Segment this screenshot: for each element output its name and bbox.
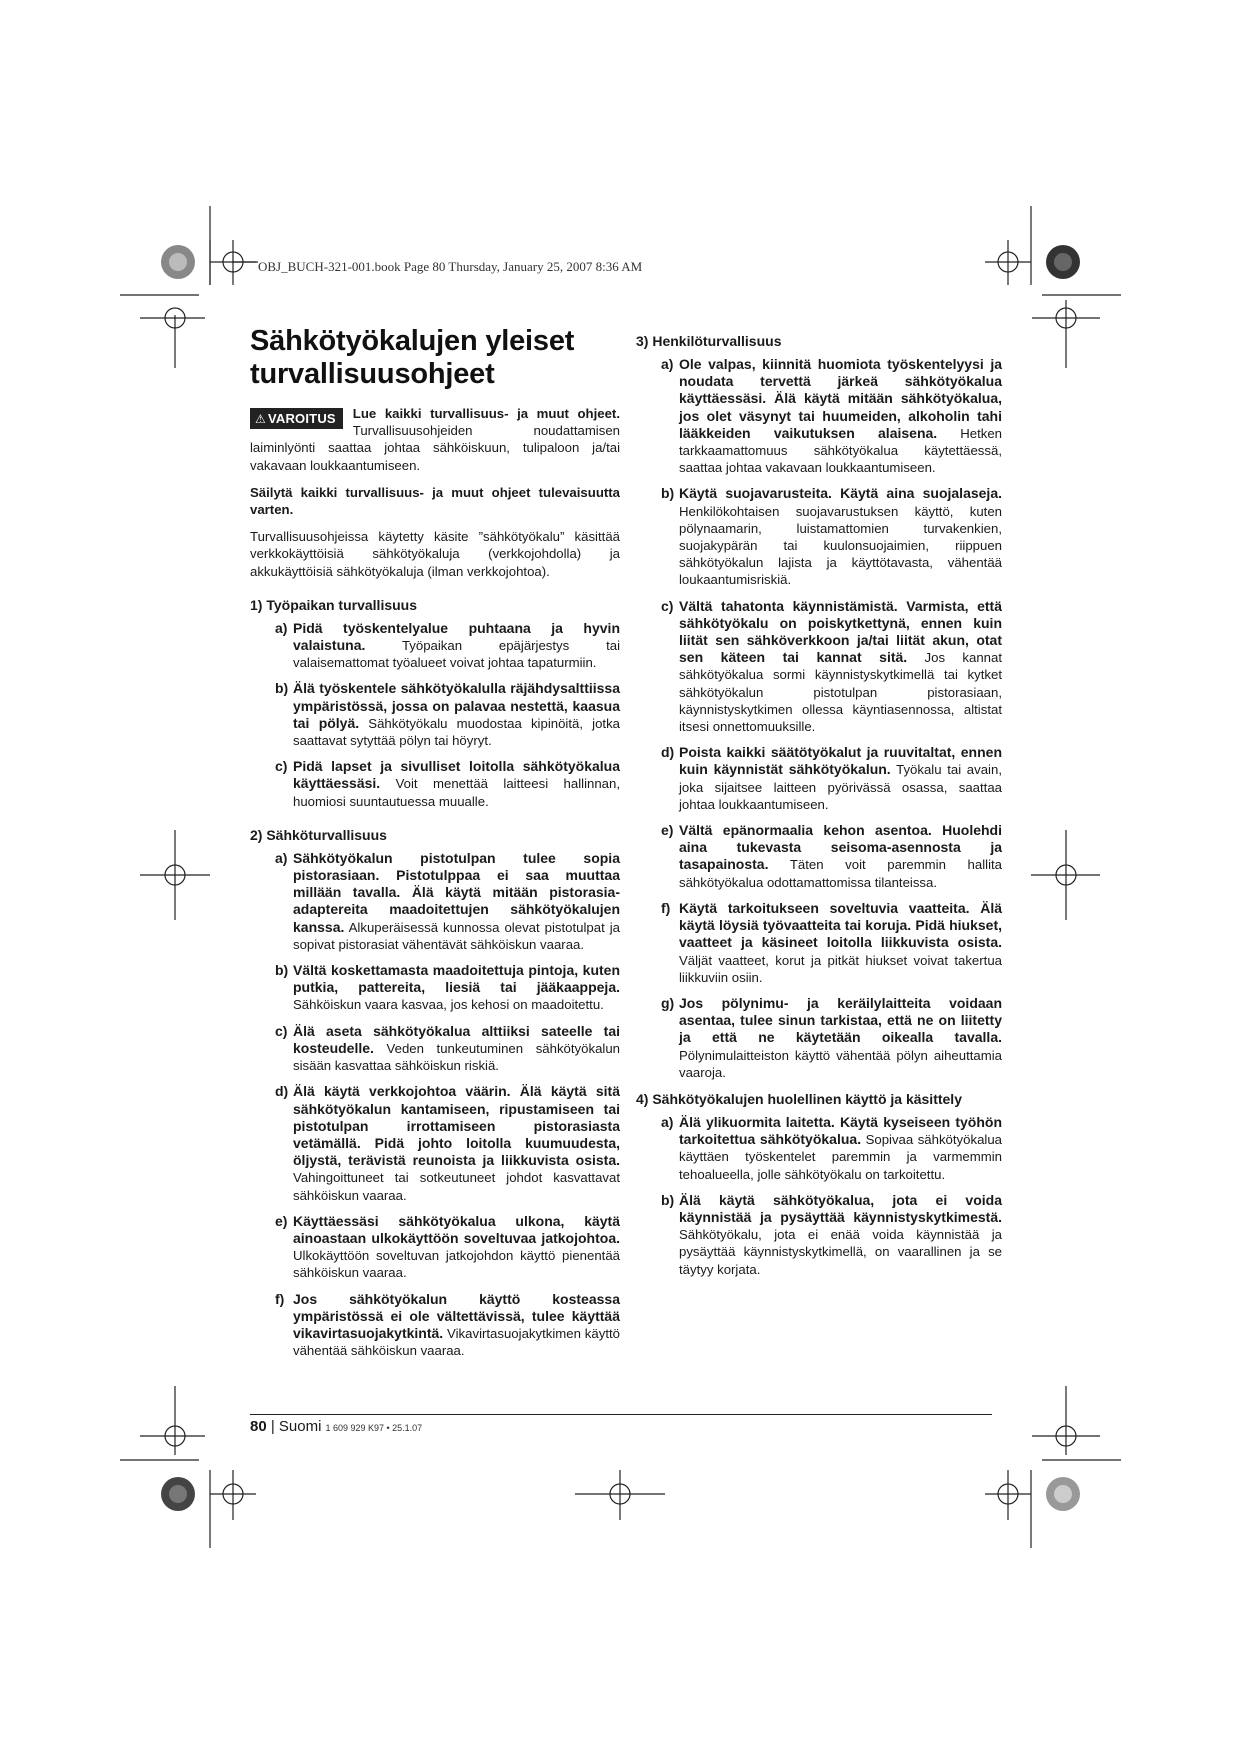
page-number: 80 [250, 1418, 267, 1435]
item-bold: Käytä suojavarusteita. Käytä aina suojalaseja. [679, 485, 1002, 502]
item-text [679, 1192, 1002, 1278]
item-label: f) [661, 899, 671, 916]
list-item [275, 620, 620, 672]
item-body: Työpaikan epäjärjestys tai valaisemattomat työalueet voivat johtaa tapaturmiin. [293, 638, 620, 671]
warning-bold: Lue kaikki turvallisuus- ja muut ohjeet. [352, 406, 620, 421]
item-label: d) [275, 1083, 289, 1100]
item-text [679, 485, 1002, 588]
item-body: Henkilökohtaisen suojavarustuksen käyttö, kuten pölynaamarin, luistamattomien turvakenkien, suojakypärän tai kuulonsuojaimien, riippuen sähkötyökalun lajista ja käyttötavasta, vähentää loukaantumisriskiä. [679, 503, 1002, 588]
item-label: a) [661, 356, 674, 372]
section-heading: 2) Sähköturvallisuus [250, 826, 387, 843]
list-item [275, 1023, 620, 1075]
section-heading: 1) Työpaikan turvallisuus [250, 596, 418, 613]
item-body: Hetken tarkkaamattomuus sähkötyökalua käytettäessä, saattaa johtaa vakavaan loukkaantumiseen. [679, 425, 1002, 476]
item-text [293, 850, 620, 953]
list-item [661, 900, 1002, 986]
item-bold: Sähkötyökalun pistotulpan tulee sopia pistorasiaan. Pistotulppaa ei saa muuttaa millään tavalla. Älä käytä mitään pistorasia-adaptereita maadoitettujen sähkötyökalujen kanssa. [293, 849, 620, 935]
item-bold: Pidä lapset ja sivulliset loitolla sähkötyökalua käyttäessäsi. [293, 758, 620, 792]
warning-block [250, 405, 620, 474]
item-bold: Pidä työskentelyalue puhtaana ja hyvin valaistuna. [293, 619, 620, 654]
item-bold: Älä ylikuormita laitetta. Käytä kyseiseen työhön tarkoitettua sähkötyökalua. [679, 1113, 1002, 1148]
item-text [679, 900, 1002, 986]
footer-separator: | [266, 1418, 279, 1435]
item-body: Sopivaa sähkötyökalua käyttäen työskentelet paremmin ja varmemmin tehoalueella, jolle sähkötyökalu on tarkoitettu. [679, 1132, 1003, 1182]
item-label: g) [661, 994, 675, 1011]
item-body: Väljät vaatteet, korut ja pitkät hiukset voivat takertua liikkuviin osiin. [679, 952, 1002, 985]
item-bold: Poista kaikki säätötyökalut ja ruuvitaltat, ennen kuin käynnistät sähkötyökalun. [679, 744, 1002, 778]
item-bold: Vältä koskettamasta maadoitettuja pintoja, kuten putkia, pattereita, liesiä tai jääkaappeja. [293, 962, 620, 996]
item-bold: Älä käytä sähkötyökalua, jota ei voida käynnistää ja pysäyttää käynnistyskytkimestä. [679, 1191, 1002, 1225]
list-item [661, 356, 1002, 476]
item-body: Sähkötyökalu, jota ei enää voida käynnistää ja pysäyttää käynnistyskytkimellä, on vaarallinen ja se täytyy korjata. [679, 1227, 1002, 1277]
list-item [275, 962, 620, 1014]
list-item [661, 485, 1002, 588]
item-bold: Vältä epänormaalia kehon asentoa. Huolehdi aina tukevasta seisoma-asennosta ja tasapainosta. [679, 822, 1002, 873]
item-label: c) [661, 597, 674, 614]
section-heading: 3) Henkilöturvallisuus [636, 333, 782, 349]
item-body: Työkalu tai avain, joka sijaitsee laitteen pyörivässä osassa, saattaa johtaa loukkaantumiseen. [679, 762, 1002, 812]
list-item [275, 850, 620, 953]
warning-text: Turvallisuusohjeiden noudattamisen laiminlyönti saattaa johtaa sähköiskuun, tulipaloon ja/tai vakavaan loukkaantumiseen. [250, 423, 620, 473]
item-body: Ulkokäyttöön soveltuvan jatkojohdon käyttö pienentää sähköiskun vaaraa. [293, 1248, 620, 1281]
item-body: Vikavirtasuojakytkimen käyttö vähentää sähköiskun vaaraa. [293, 1325, 620, 1359]
item-text [293, 1023, 620, 1075]
keep-instructions: Säilytä kaikki turvallisuus- ja muut ohjeet tulevaisuutta varten. [250, 484, 620, 518]
registration-fan-tl [161, 245, 195, 279]
right-column [636, 332, 1002, 1287]
warning-triangle-icon: ⚠ [255, 412, 266, 426]
item-text [293, 1291, 620, 1360]
item-label: c) [275, 1022, 288, 1039]
list-item [275, 758, 620, 810]
item-text [293, 1083, 620, 1203]
item-label: a) [661, 1113, 674, 1130]
definition-paragraph: Turvallisuusohjeissa käytetty käsite ”sähkötyökalu” käsittää verkkokäyttöisiä sähkötyökaluja (verkkojohdolla) ja akkukäyttöisiä sähkötyökaluja (ilman verkkojohtoa). [250, 529, 620, 579]
item-body: Pölynimulaitteiston käyttö vähentää pölyn aiheuttamia vaaroja. [679, 1047, 1002, 1080]
item-label: b) [661, 485, 675, 502]
section-3 [636, 332, 1002, 1081]
item-body: Voit menettää laitteesi hallinnan, huomiosi suuntautuessa muualle. [293, 776, 620, 809]
item-text [679, 1114, 1002, 1183]
item-text [293, 962, 620, 1014]
item-bold: Älä aseta sähkötyökalua alttiiksi sateelle tai kosteudelle. [293, 1022, 620, 1056]
item-label: b) [661, 1191, 675, 1208]
list-item [275, 1213, 620, 1282]
item-text [293, 620, 620, 672]
item-label: b) [275, 680, 289, 697]
sections-left [250, 596, 620, 1360]
item-bold: Jos pölynimu- ja keräilylaitteita voidaan asentaa, tulee sinun tarkistaa, että ne on liitetty ja että ne käytetään oikealla tavalla. [679, 994, 1002, 1046]
item-bold: Käytä tarkoitukseen soveltuvia vaatteita. Älä käytä löysiä työvaatteita tai koruja. Pidä hiukset, vaatteet ja käsineet loitolla liikkuvista osista. [679, 899, 1002, 951]
item-body: Jos kannat sähkötyökalua sormi käynnistyskytkimellä tai kytket sähkötyökalun pistotulpan pistorasiaan, käynnistyskytkimen ollessa käyntiasennossa, altistat itsesi onnettomuuksille. [679, 650, 1002, 735]
list-item [661, 822, 1002, 891]
item-body: Veden tunkeutuminen sähkötyökalun sisään kasvattaa sähköiskun riskiä. [293, 1040, 620, 1074]
footer-code: 1 609 929 K97 • 25.1.07 [325, 1423, 423, 1433]
item-body: Vahingoittuneet tai sotkeutuneet johdot kasvattavat sähköiskun vaaraa. [293, 1170, 620, 1203]
item-text [293, 1213, 620, 1282]
item-body: Alkuperäisessä kunnossa olevat pistotulpat ja sopivat pistorasiat vähentävät sähköiskun vaaraa. [293, 919, 620, 952]
item-text [679, 995, 1002, 1081]
item-text [679, 822, 1002, 891]
book-slug: OBJ_BUCH-321-001.book Page 80 Thursday, January 25, 2007 8:36 AM [258, 259, 643, 274]
page-footer [250, 1414, 992, 1436]
item-label: f) [275, 1290, 285, 1307]
footer-language: Suomi [278, 1418, 322, 1435]
left-column [250, 325, 620, 1368]
item-bold: Ole valpas, kiinnitä huomiota työskentelyysi ja noudata tervettä järkeä sähkötyökalua käyttäessäsi. Älä käytä mitään sähkötyökalua, jos olet väsynyt tai huumeiden, alkoholin tahi lääkkeiden vaikutuksen alaisena. [679, 356, 1002, 441]
list-item [661, 995, 1002, 1081]
list-item [661, 1192, 1002, 1278]
list-item [661, 598, 1002, 736]
item-label: a) [275, 619, 288, 636]
section-2 [250, 826, 620, 1359]
item-bold: Vältä tahatonta käynnistämistä. Varmista, että sähkötyökalu on poiskytkettynä, ennen kuin liität sen sähköverkkoon ja/tai liität akun, otat sen käteen tai kannat sitä. [679, 597, 1002, 666]
list-item [661, 1114, 1002, 1183]
item-label: d) [661, 744, 675, 761]
item-text [679, 598, 1002, 736]
item-label: e) [661, 822, 674, 839]
sections-right [636, 332, 1002, 1278]
item-text [293, 758, 620, 810]
list-item [275, 1291, 620, 1360]
warning-badge-label: VAROITUS [267, 411, 336, 426]
item-label: b) [275, 962, 289, 979]
item-text [293, 680, 620, 749]
list-item [275, 1083, 620, 1203]
item-bold: Käyttäessäsi sähkötyökalua ulkona, käytä ainoastaan ulkokäyttöön soveltuvaa jatkojohtoa. [293, 1212, 620, 1246]
section-1 [250, 596, 620, 810]
page-title: Sähkötyökalujen yleiset turvallisuusohjeet [250, 325, 575, 390]
item-body: Sähköiskun vaara kasvaa, jos kehosi on maadoitettu. [293, 997, 604, 1013]
item-bold: Älä käytä verkkojohtoa väärin. Älä käytä sitä sähkötyökalun kantamiseen, ripustamiseen tai pistotulpan irrottamiseen pistorasiasta vetämällä. Pidä johto loitolla kuumuudesta, öljystä, terävistä reunoista ja liikkuvista osista. [293, 1083, 620, 1169]
item-text [679, 356, 1002, 476]
item-bold: Älä työskentele sähkötyökalulla räjähdysalttiissa ympäristössä, jossa on palavaa nestettä, kaasua tai pölyä. [293, 680, 620, 731]
item-body: Sähkötyökalu muodostaa kipinöitä, jotka saattavat sytyttää pölyn tai höyryt. [293, 715, 620, 749]
item-label: c) [275, 758, 288, 775]
section-4 [636, 1090, 1002, 1278]
list-item [661, 744, 1002, 813]
item-body: Täten voit paremmin hallita sähkötyökalua odottamattomissa tilanteissa. [679, 857, 1002, 890]
warning-badge [250, 408, 343, 429]
item-bold: Jos sähkötyökalun käyttö kosteassa ympäristössä ei ole vältettävissä, tulee käyttää vikavirtasuojakytkintä. [293, 1290, 620, 1341]
item-label: a) [275, 849, 288, 866]
item-label: e) [275, 1212, 288, 1229]
section-heading: 4) Sähkötyökalujen huolellinen käyttö ja käsittely [636, 1090, 962, 1107]
item-text [679, 744, 1002, 813]
list-item [275, 680, 620, 749]
